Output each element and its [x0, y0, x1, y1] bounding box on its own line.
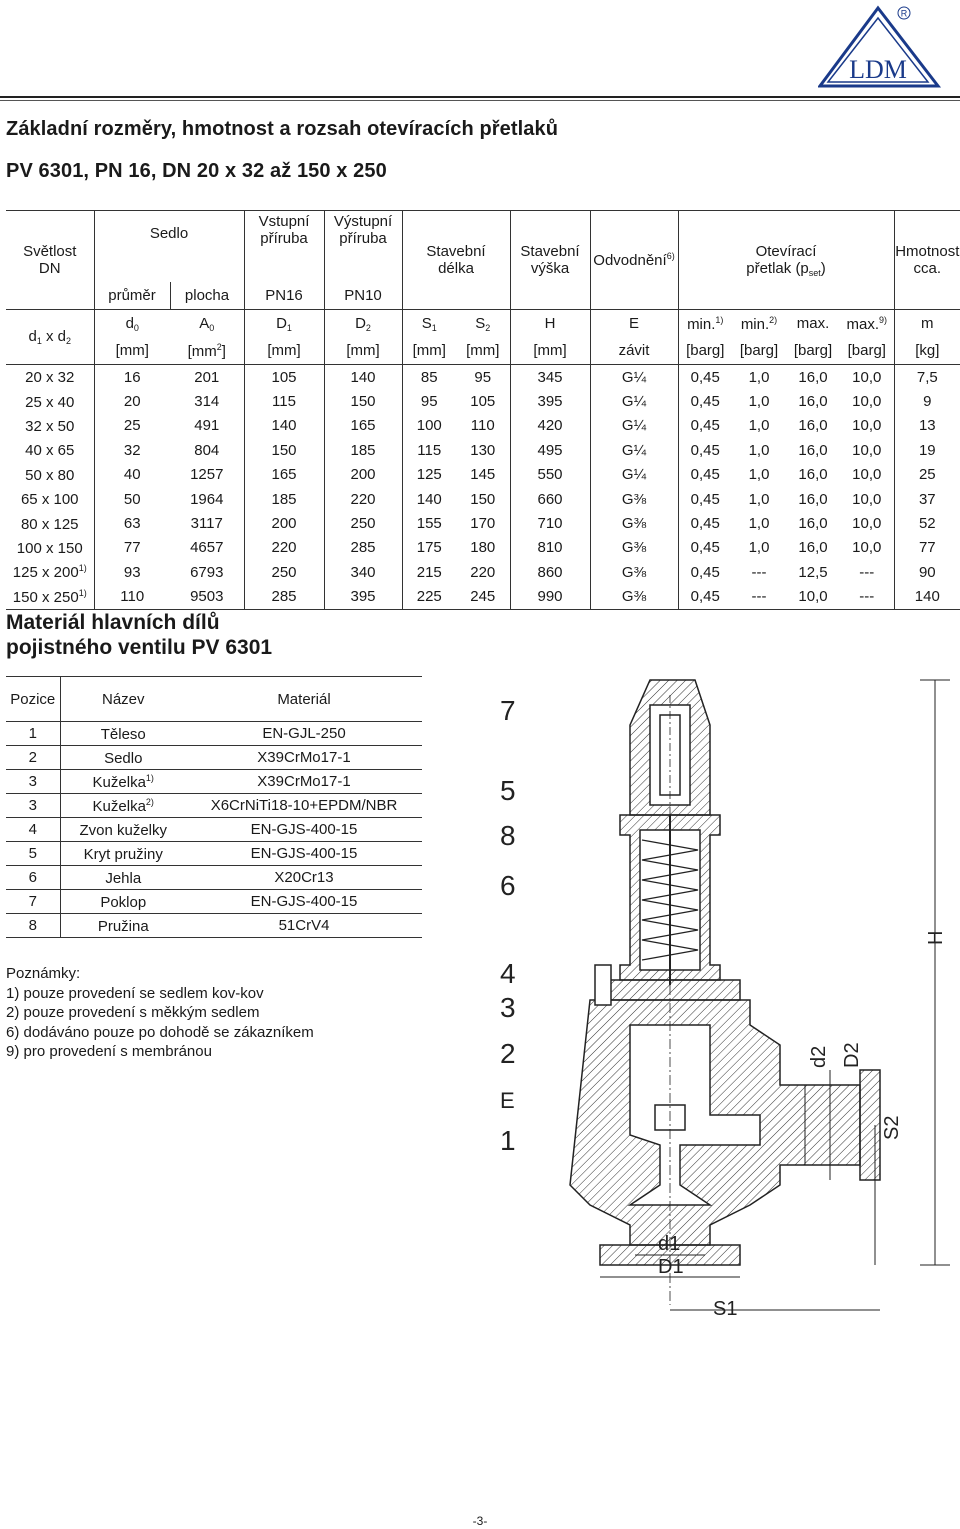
material-row [6, 746, 422, 770]
material-row [6, 818, 422, 842]
unit-min1: [barg] [678, 337, 732, 365]
unit-S1: [mm] [402, 337, 456, 365]
cell-a0: 6793 [170, 560, 244, 584]
mat-material: X20Cr13 [186, 866, 422, 890]
cell-D1: 140 [244, 414, 324, 438]
col-dn-header: Světlost DN [6, 211, 94, 310]
dim-d1: d1 [658, 1233, 681, 1255]
table-row [6, 365, 960, 390]
cell-E: G¼ [590, 463, 678, 487]
logo-text: LDM [849, 55, 907, 84]
cell-H: 550 [510, 463, 590, 487]
unit-max: [barg] [786, 337, 840, 365]
cell-E: G¼ [590, 365, 678, 390]
col-sedlo-header: Sedlo [94, 211, 244, 283]
col-hmotnost-header: Hmotnost cca. [894, 211, 960, 310]
cell-S1: 95 [420, 393, 438, 411]
mat-pos: 1 [6, 722, 60, 746]
cell-m: 7,5 [916, 368, 938, 386]
cell-D2: 185 [324, 438, 402, 462]
table-row [6, 487, 960, 511]
cell-max9: 10,0 [840, 536, 894, 560]
cell-D1: 165 [244, 463, 324, 487]
cell-dn: 50 x 80 [6, 463, 94, 487]
callout-E: E [500, 1088, 515, 1113]
cell-S2: 245 [456, 585, 510, 610]
cell-max: 16,0 [798, 368, 828, 386]
cell-d0: 110 [94, 585, 170, 610]
cell-H: 345 [510, 365, 590, 390]
mat-material: X39CrMo17-1 [186, 770, 422, 794]
cell-D2: 200 [324, 463, 402, 487]
dim-S1: S1 [713, 1298, 738, 1320]
cell-m: 9 [923, 393, 932, 411]
table-row [6, 389, 960, 413]
cell-S1: 140 [416, 490, 442, 508]
cell-min2: 1,0 [748, 417, 770, 435]
cell-S2: 130 [456, 438, 510, 462]
mat-pos: 4 [6, 818, 60, 842]
cell-dn: 125 x 200$^{1)}$ [6, 560, 94, 584]
cell-m: 19 [918, 441, 936, 459]
valve-section-drawing [480, 665, 960, 1325]
cell-max9: 10,0 [840, 487, 894, 511]
cell-dn: 32 x 50 [6, 414, 94, 438]
note-6: 6) dodáváno pouze po dohodě se zákazníkem [6, 1023, 314, 1041]
unit-a0: $[mm^2]$ [170, 337, 244, 365]
page-title: Základní rozměry, hmotnost a rozsah otevíracích přetlaků [6, 118, 559, 140]
cell-S1: 100 [416, 417, 442, 435]
cell-S2: 145 [456, 463, 510, 487]
col-prumer: průměr [94, 282, 170, 310]
cell-max: 16,0 [798, 539, 828, 557]
mat-col-nazev: Název [60, 677, 186, 722]
cell-min1: 0,45 [690, 417, 720, 435]
cell-max: 16,0 [798, 441, 828, 459]
cell-S2: 105 [456, 389, 510, 413]
sym-D2: $D_2$ [324, 310, 402, 338]
table-row [6, 511, 960, 535]
note-9: 9) pro provedení s membránou [6, 1043, 212, 1060]
material-row [6, 914, 422, 938]
unit-max9: [barg] [840, 337, 894, 365]
cell-d0: 40 [123, 466, 141, 484]
sym-m: m [894, 310, 960, 338]
sym-max: max. [786, 310, 840, 338]
mat-col-material: Materiál [186, 677, 422, 722]
sym-a0: $A_0$ [170, 310, 244, 338]
materials-table [6, 676, 422, 938]
col-oteviraci-header: Otevírací přetlak $(p_{set})$ [678, 211, 894, 310]
notes [6, 964, 314, 1062]
col-stav-delka-header: Stavební délka [402, 211, 510, 310]
table-row [6, 463, 960, 487]
col-pn16: PN16 [244, 282, 324, 310]
cell-max: 16,0 [798, 393, 828, 411]
cell-m: 77 [918, 539, 936, 557]
mat-name: Zvon kuželky [60, 818, 186, 842]
cell-min2: 1,0 [748, 368, 770, 386]
mat-col-pozice: Pozice [6, 677, 60, 722]
mat-pos: 8 [6, 914, 60, 938]
cell-max: 16,0 [798, 466, 828, 484]
mat-material: 51CrV4 [186, 914, 422, 938]
mat-pos: 5 [6, 842, 60, 866]
cell-max: 16,0 [798, 417, 828, 435]
cell-d0: 63 [123, 515, 141, 533]
unit-E: závit [590, 337, 678, 365]
cell-min2: --- [732, 585, 786, 610]
dim-H: H [925, 930, 947, 945]
cell-D1: 250 [244, 560, 324, 584]
cell-D1: 115 [244, 389, 324, 413]
col-vystupni-header: Výstupní příruba [324, 211, 402, 283]
callout-1: 1 [500, 1125, 516, 1156]
note-1: 1) pouze provedení se sedlem kov-kov [6, 984, 264, 1002]
page-subtitle: PV 6301, PN 16, DN 20 x 32 až 150 x 250 [6, 160, 387, 182]
cell-S2: 110 [456, 414, 510, 438]
unit-D2: [mm] [324, 337, 402, 365]
mat-material: EN-GJS-400-15 [186, 842, 422, 866]
col-odvodneni-header: Odvodnění$^{6)}$ [590, 211, 678, 310]
cell-D2: 140 [324, 365, 402, 390]
unit-min2: [barg] [732, 337, 786, 365]
unit-S2: [mm] [456, 337, 510, 365]
cell-a0: 9503 [170, 585, 244, 610]
cell-max: 10,0 [786, 585, 840, 610]
cell-D2: 150 [324, 389, 402, 413]
mat-name: Kuželka$^{1)}$ [60, 770, 186, 794]
col-vstupni-header: Vstupní příruba [244, 211, 324, 283]
cell-max9: 10,0 [840, 438, 894, 462]
col-stav-vyska-header: Stavební výška [510, 211, 590, 310]
callout-4: 4 [500, 958, 516, 989]
mat-pos: 3 [6, 794, 60, 818]
cell-min1: 0,45 [690, 393, 720, 411]
cell-dn: 150 x 250$^{1)}$ [6, 585, 94, 610]
cell-D1: 200 [244, 511, 324, 535]
cell-d0: 20 [123, 393, 141, 411]
mat-name: Sedlo [60, 746, 186, 770]
mat-pos: 7 [6, 890, 60, 914]
mat-name: Poklop [60, 890, 186, 914]
mat-name: Těleso [60, 722, 186, 746]
cell-D1: 185 [244, 487, 324, 511]
sym-min2: min.$^{2)}$ [732, 310, 786, 338]
unit-d0: [mm] [94, 337, 170, 365]
sym-D1: $D_1$ [244, 310, 324, 338]
material-row [6, 794, 422, 818]
sym-S2: $S_2$ [456, 310, 510, 338]
dim-D2: D2 [841, 1042, 863, 1068]
cell-dn: 40 x 65 [6, 438, 94, 462]
col-d1xd2: $d_1$ x $d_2$ [6, 310, 94, 365]
cell-min2: 1,0 [748, 466, 770, 484]
cell-dn: 100 x 150 [6, 536, 94, 560]
cell-min1: 0,45 [690, 368, 720, 386]
unit-H: [mm] [510, 337, 590, 365]
mat-material: X6CrNiTi18-10+EPDM/NBR [186, 794, 422, 818]
mat-material: EN-GJS-400-15 [186, 890, 422, 914]
mat-name: Kuželka$^{2)}$ [60, 794, 186, 818]
material-row [6, 866, 422, 890]
cell-a0: 3117 [170, 511, 244, 535]
cell-S2: 150 [456, 487, 510, 511]
cell-m: 90 [918, 563, 936, 581]
cell-D1: 285 [244, 585, 324, 610]
sym-E: E [590, 310, 678, 338]
cell-S1: 155 [416, 515, 442, 533]
cell-H: 710 [510, 511, 590, 535]
cell-D1: 105 [244, 365, 324, 390]
cell-S2: 180 [456, 536, 510, 560]
cell-E: G⅜ [590, 585, 678, 610]
cell-m: 13 [918, 417, 936, 435]
mat-name: Jehla [60, 866, 186, 890]
cell-E: G⅜ [590, 487, 678, 511]
table-row [6, 536, 960, 560]
col-pn10: PN10 [324, 282, 402, 310]
cell-dn: 65 x 100 [6, 487, 94, 511]
mat-material: X39CrMo17-1 [186, 746, 422, 770]
cell-d0: 77 [123, 539, 141, 557]
cell-D2: 165 [324, 414, 402, 438]
table-row [6, 560, 960, 584]
page-number: -3- [472, 1514, 488, 1528]
cell-min2: 1,0 [748, 393, 770, 411]
cell-dn: 80 x 125 [6, 511, 94, 535]
cell-E: G⅜ [590, 511, 678, 535]
unit-D1: [mm] [244, 337, 324, 365]
cell-max9: --- [840, 585, 894, 610]
cell-a0: 804 [170, 438, 244, 462]
cell-H: 420 [510, 414, 590, 438]
col-plocha: plocha [170, 282, 244, 310]
cell-min1: 0,45 [690, 466, 720, 484]
cell-H: 495 [510, 438, 590, 462]
mat-pos: 2 [6, 746, 60, 770]
cell-H: 395 [510, 389, 590, 413]
cell-H: 660 [510, 487, 590, 511]
mat-material: EN-GJL-250 [186, 722, 422, 746]
cell-min1: 0,45 [690, 539, 720, 557]
cell-min2: 1,0 [748, 490, 770, 508]
sym-min1: min.$^{1)}$ [678, 310, 732, 338]
cell-m: 37 [918, 490, 936, 508]
cell-S1: 125 [416, 466, 442, 484]
cell-d0: 93 [123, 563, 141, 581]
cell-S1: 175 [416, 539, 442, 557]
cell-max9: 10,0 [840, 511, 894, 535]
header-rule [0, 96, 960, 98]
cell-min2: 1,0 [748, 515, 770, 533]
cell-S1: 225 [402, 585, 456, 610]
notes-title: Poznámky: [6, 965, 81, 982]
outlet-flange [860, 1070, 880, 1180]
table-row [6, 585, 960, 610]
cell-max9: 10,0 [840, 463, 894, 487]
callout-2: 2 [500, 1038, 516, 1069]
cell-min2: 1,0 [748, 441, 770, 459]
cell-a0: 201 [170, 365, 244, 390]
note-2: 2) pouze provedení s měkkým sedlem [6, 1004, 260, 1021]
cell-D1: 150 [244, 438, 324, 462]
cell-min1: 0,45 [678, 585, 732, 610]
cell-H: 990 [510, 585, 590, 610]
callout-6: 6 [500, 870, 516, 901]
cell-S2: 220 [456, 560, 510, 584]
cell-d0: 32 [123, 441, 141, 459]
header-rule-thin [0, 100, 960, 101]
cell-min1: 0,45 [690, 441, 720, 459]
material-row [6, 890, 422, 914]
cell-d0: 25 [123, 417, 141, 435]
cell-D2: 395 [324, 585, 402, 610]
cell-E: G¼ [590, 414, 678, 438]
cell-d0: 50 [123, 490, 141, 508]
sym-max9: max.$^{9)}$ [840, 310, 894, 338]
cell-D2: 285 [324, 536, 402, 560]
cell-D2: 220 [324, 487, 402, 511]
cell-min2: 1,0 [748, 539, 770, 557]
cell-m: 140 [894, 585, 960, 610]
callout-3: 3 [500, 992, 516, 1023]
ldm-logo [818, 4, 958, 92]
cell-S1: 215 [416, 563, 442, 581]
cell-min2: --- [751, 563, 767, 581]
registered-mark: R [900, 8, 908, 19]
cell-a0: 4657 [170, 536, 244, 560]
materials-title: Materiál hlavních dílů pojistného ventilu PV 6301 [6, 611, 273, 659]
unit-m: [kg] [894, 337, 960, 365]
cell-S2: 170 [456, 511, 510, 535]
cell-E: G⅜ [590, 560, 678, 584]
cell-max9: 10,0 [840, 365, 894, 390]
cell-max9: 10,0 [840, 414, 894, 438]
cell-dn: 25 x 40 [6, 389, 94, 413]
cell-d0: 16 [123, 368, 141, 386]
sym-d0: $d_0$ [94, 310, 170, 338]
cell-E: G¼ [590, 438, 678, 462]
dimensions-table [6, 210, 960, 610]
mat-name: Pružina [60, 914, 186, 938]
table-row [6, 438, 960, 462]
cell-S1: 85 [420, 368, 438, 386]
mat-pos: 3 [6, 770, 60, 794]
cell-S2: 95 [456, 365, 510, 390]
cell-D2: 250 [324, 511, 402, 535]
sym-H: H [510, 310, 590, 338]
cell-min1: 0,45 [690, 515, 720, 533]
cell-H: 810 [510, 536, 590, 560]
cell-max9: --- [840, 560, 894, 584]
cell-max: 16,0 [798, 490, 828, 508]
mat-name: Kryt pružiny [60, 842, 186, 866]
material-row [6, 770, 422, 794]
dim-S2: S2 [881, 1115, 903, 1140]
cell-dn: 20 x 32 [6, 365, 94, 390]
cell-D1: 220 [244, 536, 324, 560]
mat-material: EN-GJS-400-15 [186, 818, 422, 842]
cell-a0: 314 [170, 389, 244, 413]
cell-a0: 1964 [170, 487, 244, 511]
cell-min1: 0,45 [690, 490, 720, 508]
cell-max9: 10,0 [840, 389, 894, 413]
table-row [6, 414, 960, 438]
callout-7: 7 [500, 695, 516, 726]
cell-a0: 1257 [170, 463, 244, 487]
dim-D1: D1 [658, 1256, 684, 1278]
material-row [6, 722, 422, 746]
material-row [6, 842, 422, 866]
cell-max: 16,0 [798, 515, 828, 533]
cell-D2: 340 [324, 560, 402, 584]
cell-m: 52 [918, 515, 936, 533]
cell-m: 25 [918, 466, 936, 484]
callout-5: 5 [500, 775, 516, 806]
callout-8: 8 [500, 820, 516, 851]
dim-d2: d2 [808, 1045, 830, 1068]
cell-E: G⅜ [590, 536, 678, 560]
cell-a0: 491 [170, 414, 244, 438]
cell-S1: 115 [417, 441, 442, 459]
cell-max: 12,5 [798, 563, 828, 581]
cell-min1: 0,45 [690, 563, 720, 581]
sym-S1: $S_1$ [402, 310, 456, 338]
cell-E: G¼ [590, 389, 678, 413]
cell-H: 860 [510, 560, 590, 584]
mat-pos: 6 [6, 866, 60, 890]
